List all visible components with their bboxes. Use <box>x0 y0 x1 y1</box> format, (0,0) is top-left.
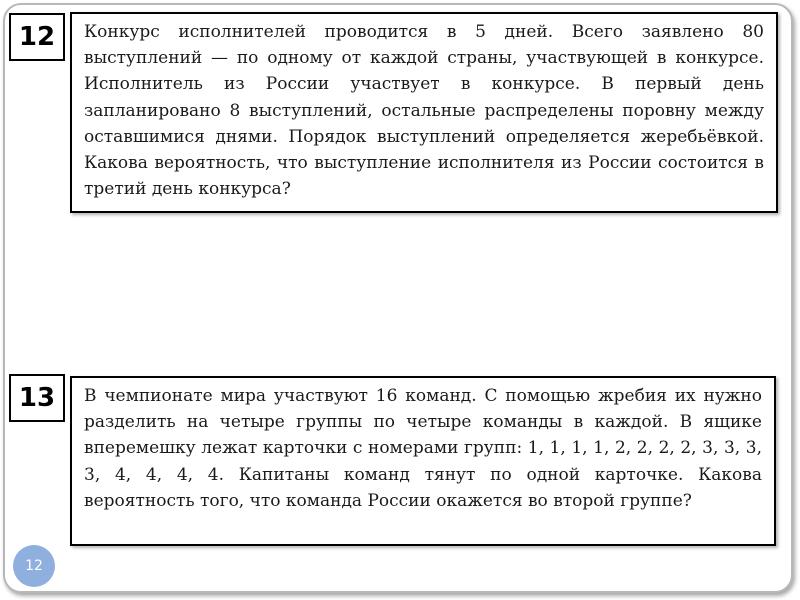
task-number-12: 12 <box>9 13 65 61</box>
task-number-13: 13 <box>9 374 65 422</box>
task-13-text: В чемпионате мира участвуют 16 команд. С помощью жребия их нужно разделить на четыре группы по четыре команды в каждой. В ящике вперемешку лежат карточки с номерами групп: 1, 1, 1, 1, 2, 2, 2, 2, 3, 3, 3, 3, 4, 4, 4, 4. Капитаны команд тянут по одной карточке. Какова вероятность того, что команда России окажется во второй группе? <box>70 376 776 546</box>
page-number-badge: 12 <box>13 545 55 587</box>
task-12-text: Конкурс исполнителей проводится в 5 дней. Всего заявлено 80 выступлений — по одному от каждой страны, участвующей в конкурсе. Исполнитель из России участвует в конкурсе. В первый день запланировано 8 выступлений, остальные распределены поровну между оставшимися днями. Порядок выступлений определяется жеребьёвкой. Какова вероятность, что выступление исполнителя из России состоится в третий день конкурса? <box>70 12 778 213</box>
